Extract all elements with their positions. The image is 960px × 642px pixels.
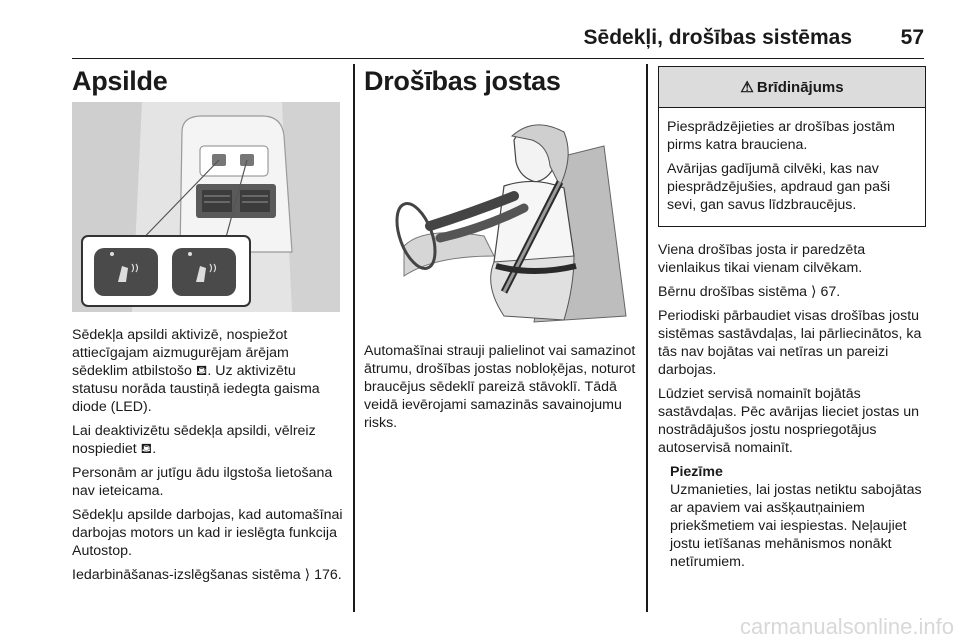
page-header (72, 18, 924, 59)
rear-console-illustration (72, 102, 340, 312)
note-text: Uzmanieties, lai jostas netiktu sabojātas ar apaviem vai asšķautņainiem priekšmetiem vai iespiestas. Neļaujiet jostu ietīšanas mehānismos nonākt netīrumiem. (670, 482, 922, 570)
seat-heating-icon: ⛾ (140, 441, 153, 457)
column-warnings (658, 64, 926, 571)
paragraph-sensitive-skin: Personām ar jutīgu ādu ilgstoša lietošana nav ieteicama. (72, 465, 333, 499)
warning-text-buckle-up: Piesprādzējieties ar drošības jostām pirms katra brauciena. (667, 119, 895, 153)
warning-text-danger: Avārijas gadījumā cilvēki, kas nav piesprādzējušies, apdraud gan paši sevi, gan savus līdzbraucējus. (667, 161, 891, 213)
warning-header (659, 67, 925, 108)
warning-box (658, 66, 926, 227)
paragraph-deactivate: Lai deaktivizētu sēdekļa apsildi, vēlreiz nospiediet ⛾. (72, 423, 316, 457)
paragraph-replace: Lūdziet servisā nomainīt bojātās sastāvdaļas. Pēc avārijas lieciet jostas un nostrādājušos jostu nospriegotājus autoservisā nomainīt. (658, 386, 920, 456)
seat-heating-buttons-image (72, 102, 340, 312)
heading-heating: Apsilde (72, 66, 168, 96)
column-divider (646, 64, 648, 612)
column-heating (72, 64, 344, 590)
page-ref-icon: ⟩ (304, 567, 311, 583)
heading-seat-belts: Drošības jostas (364, 66, 561, 96)
driver-seatbelt-image (364, 116, 634, 326)
paragraph-engine-running: Sēdekļu apsilde darbojas, kad automašīnai darbojas motors un kad ir ieslēgta funkcija Autostop. (72, 507, 343, 559)
warning-title: Brīdinājums (756, 78, 844, 96)
seatbelt-illustration (364, 116, 634, 326)
column-seat-belts (364, 64, 636, 438)
page-ref-icon: ⟩ (810, 284, 817, 300)
seat-heating-icon: ⛾ (195, 363, 208, 379)
note-box (658, 463, 926, 571)
watermark: carmanualsonline.info (739, 614, 954, 639)
section-title: Sēdekļi, drošības sistēmas (583, 26, 852, 49)
paragraph-stop-start-ref: Iedarbināšanas-izslēgšanas sistēma ⟩ 176. (72, 567, 342, 583)
note-title: Piezīme (670, 464, 723, 480)
paragraph-belt-function: Automašīnai strauji palielinot vai samazinot ātrumu, drošības jostas nobloķējas, noturot braucējus sēdeklī pareizā stāvoklī. Tādā veidā ievērojami samazinās savainojumu risks. (364, 343, 636, 431)
paragraph-child-restraint-ref: Bērnu drošības sistēma ⟩ 67. (658, 284, 841, 300)
warning-triangle-icon: ⚠ (740, 79, 754, 96)
paragraph-activate: Sēdekļa apsildi aktivizē, nospiežot attiecīgajam aizmugurējam ārējam sēdeklim atbilstošo ⛾. Uz aktivizētu statusu norāda taustiņā iedegta gaisma diode (LED). (72, 327, 320, 415)
paragraph-one-person: Viena drošības josta ir paredzēta vienlaikus tikai vienam cilvēkam. (658, 242, 866, 276)
paragraph-inspect: Periodiski pārbaudiet visas drošības jostu sistēmas sastāvdaļas, lai pārliecinātos, ka tās nav bojātas vai netīras un pareizi darbojas. (658, 308, 922, 378)
page-number: 57 (900, 26, 924, 49)
column-divider (353, 64, 355, 612)
